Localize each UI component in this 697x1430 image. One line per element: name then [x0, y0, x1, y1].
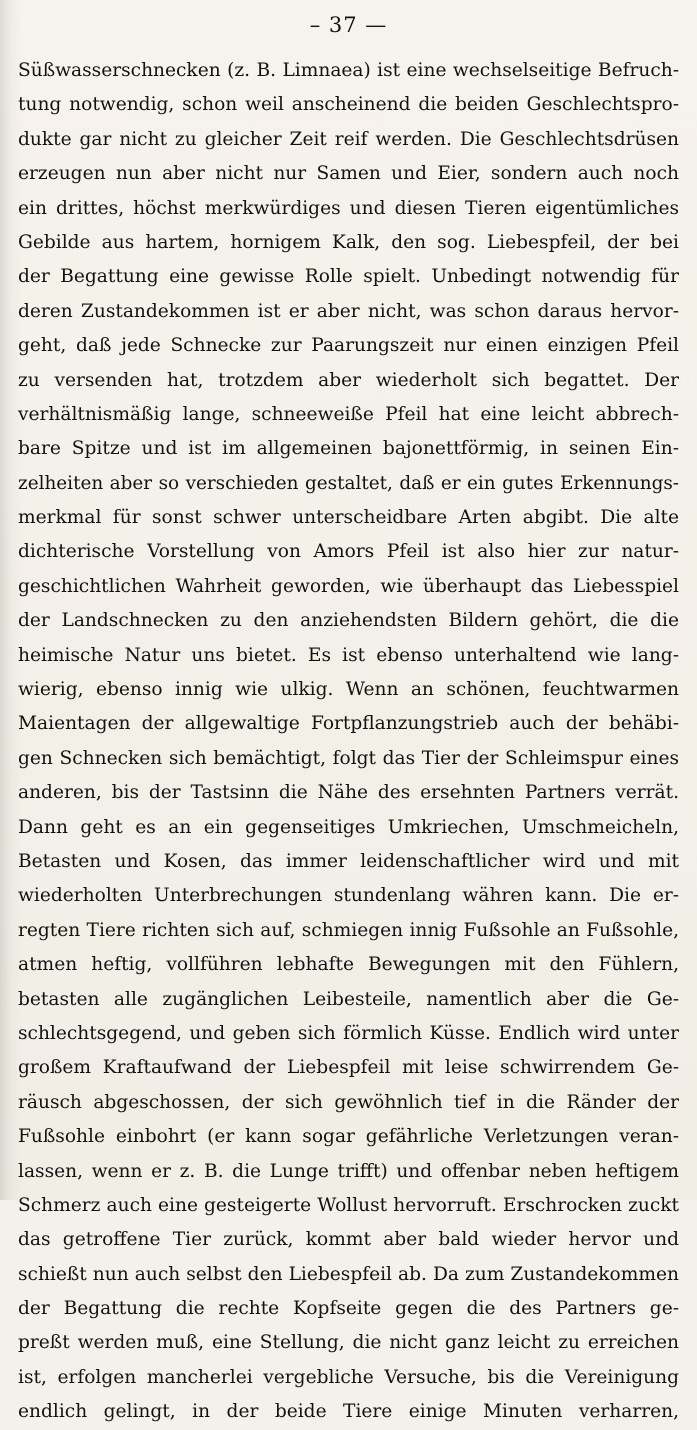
text-line: räusch abgeschossen, der sich gewöhnlich tief in die Ränder der [18, 1091, 679, 1113]
text-line: der Begattung die rechte Kopfseite gegen die des Partners ge- [18, 1298, 679, 1320]
text-line: zelheiten aber so verschieden gestaltet, daß er ein gutes Erkennungs- [18, 472, 679, 494]
text-line: erzeugen nun aber nicht nur Samen und Eier, sondern auch noch [18, 163, 679, 185]
text-line: dukte gar nicht zu gleicher Zeit reif werden. Die Geschlechtsdrüsen [18, 128, 679, 150]
text-line: Maientagen der allgewaltige Fortpflanzungstrieb auch der behäbi- [18, 713, 679, 735]
text-line: Betasten und Kosen, das immer leidenschaftlicher wird und mit [18, 850, 679, 872]
text-line: betasten alle zugänglichen Leibesteile, namentlich aber die Ge- [18, 988, 679, 1010]
text-line: verhältnismäßig lange, schneeweiße Pfeil hat eine leicht abbrech- [18, 403, 679, 425]
text-line: heimische Natur uns bietet. Es ist ebenso unterhaltend wie lang- [18, 644, 679, 666]
text-line: schlechtsgegend, und geben sich förmlich Küsse. Endlich wird unter [18, 1022, 679, 1044]
page-number: – 37 — [309, 13, 388, 37]
text-line: dichterische Vorstellung von Amors Pfeil ist also hier zur natur- [18, 541, 679, 563]
text-line: geht, daß jede Schnecke zur Paarungszeit nur einen einzigen Pfeil [18, 335, 679, 357]
text-line: der Begattung eine gewisse Rolle spielt. Unbedingt notwendig für [18, 266, 679, 288]
text-line: großem Kraftaufwand der Liebespfeil mit leise schwirrendem Ge- [18, 1057, 679, 1079]
text-line: endlich gelingt, in der beide Tiere einige Minuten verharren, [18, 1401, 679, 1423]
text-line: der Landschnecken zu den anziehendsten Bildern gehört, die die [18, 610, 679, 632]
text-line: Schmerz auch eine gesteigerte Wollust hervorruft. Erschrocken zuckt [18, 1194, 679, 1216]
text-line: deren Zustandekommen ist er aber nicht, was schon daraus hervor- [18, 300, 679, 322]
text-line: wiederholten Unterbrechungen stundenlang währen kann. Die er- [18, 885, 679, 907]
text-line: schießt nun auch selbst den Liebespfeil ab. Da zum Zustandekommen [18, 1263, 679, 1285]
text-line: Gebilde aus hartem, hornigem Kalk, den sog. Liebespfeil, der bei [18, 231, 679, 253]
body-text [18, 54, 679, 1430]
text-line: atmen heftig, vollführen lebhafte Bewegungen mit den Fühlern, [18, 954, 679, 976]
text-line: ist, erfolgen mancherlei vergebliche Versuche, bis die Vereinigung [18, 1366, 679, 1388]
text-line: tung notwendig, schon weil anscheinend die beiden Geschlechtspro- [18, 94, 679, 116]
text-line: Dann geht es an ein gegenseitiges Umkriechen, Umschmeicheln, [18, 816, 679, 838]
text-line: bare Spitze und ist im allgemeinen bajonettförmig, in seinen Ein- [18, 438, 679, 460]
text-line: lassen, wenn er z. B. die Lunge trifft) und offenbar neben heftigem [18, 1160, 679, 1182]
text-line: anderen, bis der Tastsinn die Nähe des ersehnten Partners verrät. [18, 782, 679, 804]
text-line: zu versenden hat, trotzdem aber wiederholt sich begattet. Der [18, 369, 679, 391]
text-line: geschichtlichen Wahrheit geworden, wie überhaupt das Liebesspiel [18, 575, 679, 597]
text-line: regten Tiere richten sich auf, schmiegen innig Fußsohle an Fußsohle, [18, 919, 679, 941]
text-line: wierig, ebenso innig wie ulkig. Wenn an schönen, feuchtwarmen [18, 679, 679, 701]
text-line: Fußsohle einbohrt (er kann sogar gefährliche Verletzungen veran- [18, 1126, 679, 1148]
text-line: merkmal für sonst schwer unterscheidbare Arten abgibt. Die alte [18, 507, 679, 529]
text-line: preßt werden muß, eine Stellung, die nicht ganz leicht zu erreichen [18, 1332, 679, 1354]
text-line: Süßwasserschnecken (z. B. Limnaea) ist eine wechselseitige Befruch- [18, 60, 679, 81]
text-line: ein drittes, höchst merkwürdiges und diesen Tieren eigentümliches [18, 197, 679, 219]
text-line: gen Schnecken sich bemächtigt, folgt das Tier der Schleimspur eines [18, 747, 679, 769]
text-line: das getroffene Tier zurück, kommt aber bald wieder hervor und [18, 1229, 679, 1251]
